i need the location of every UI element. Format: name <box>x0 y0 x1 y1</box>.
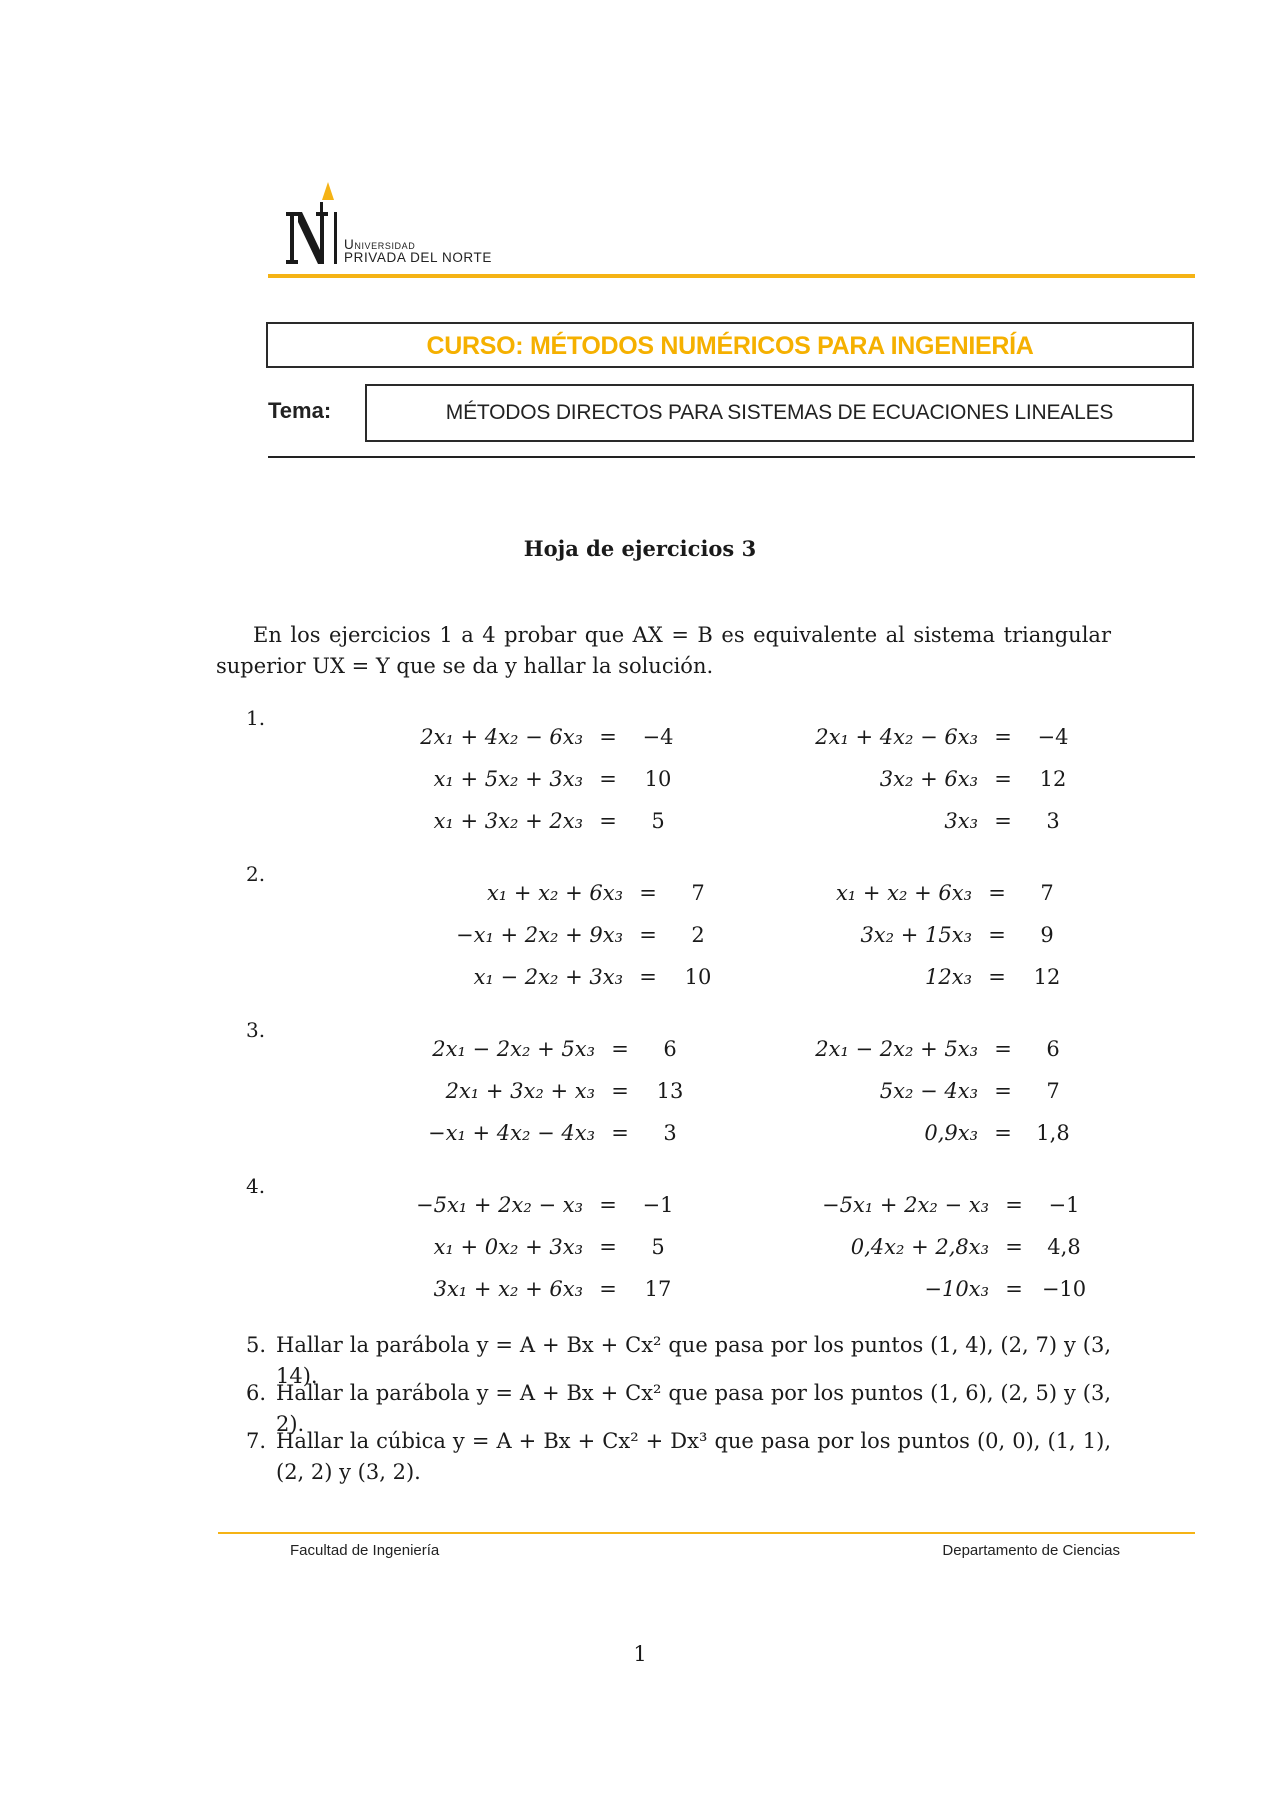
equation-rhs: 2 <box>691 923 705 947</box>
equation-row <box>822 1184 1089 1226</box>
equals-sign: = <box>639 881 657 905</box>
equals-sign: = <box>988 923 1006 947</box>
intro-paragraph: En los ejercicios 1 a 4 probar que AX = B es equivalente al sistema triangular superior UX = Y que se da y hallar la solución. <box>216 623 1111 678</box>
system-original <box>456 872 723 998</box>
equation-rhs: 5 <box>651 809 665 833</box>
equals-sign: = <box>994 1121 1012 1145</box>
equals-sign: = <box>611 1121 629 1145</box>
equation-lhs: x₁ + 3x₂ + 2x₃ <box>433 809 583 833</box>
equals-sign: = <box>599 1277 617 1301</box>
equals-sign: = <box>639 965 657 989</box>
equation-lhs: 0,4x₂ + 2,8x₃ <box>850 1235 989 1259</box>
tema-box <box>365 384 1194 442</box>
exercise-number: 1. <box>246 706 266 730</box>
equals-sign: = <box>599 809 617 833</box>
equation-rhs: 3 <box>663 1121 677 1145</box>
system-original <box>416 1184 683 1310</box>
exercise-number: 2. <box>246 862 266 886</box>
equation-lhs: 2x₁ − 2x₂ + 5x₃ <box>432 1037 595 1061</box>
equation-rhs: 1,8 <box>1036 1121 1070 1145</box>
equation-lhs: x₁ + x₂ + 6x₃ <box>486 881 623 905</box>
page-number: 1 <box>633 1642 647 1666</box>
equation-lhs: −10x₃ <box>924 1277 989 1301</box>
equation-lhs: −5x₁ + 2x₂ − x₃ <box>416 1193 583 1217</box>
logo-mark-icon <box>284 182 344 266</box>
equals-sign: = <box>639 923 657 947</box>
equation-rhs: 3 <box>1046 809 1060 833</box>
equation-row <box>420 800 683 842</box>
equation-lhs: x₁ + 5x₂ + 3x₃ <box>433 767 583 791</box>
equals-sign: = <box>988 965 1006 989</box>
item-text: Hallar la cúbica y = A + Bx + Cx² + Dx³ que pasa por los puntos (0, 0), (1, 1), (2, 2) y (3, 2). <box>276 1429 1111 1484</box>
tema-text: MÉTODOS DIRECTOS PARA SISTEMAS DE ECUACIONES LINEALES <box>445 401 1114 424</box>
equation-lhs: 3x₂ + 15x₃ <box>860 923 972 947</box>
equation-rhs: −4 <box>1037 725 1069 749</box>
equation-row <box>456 872 723 914</box>
equation-rhs: 10 <box>644 767 672 791</box>
university-logo <box>284 182 524 266</box>
item-number: 6. <box>246 1381 267 1405</box>
equation-rhs: 7 <box>1040 881 1054 905</box>
system-triangular <box>836 872 1072 998</box>
logo-line-1: Universidad <box>344 237 416 252</box>
item-number: 5. <box>246 1333 267 1357</box>
footer-faculty: Facultad de Ingeniería <box>290 1542 440 1559</box>
equation-lhs: −5x₁ + 2x₂ − x₃ <box>822 1193 989 1217</box>
equation-rhs: 6 <box>663 1037 677 1061</box>
equation-lhs: 2x₁ + 4x₂ − 6x₃ <box>815 725 978 749</box>
equation-lhs: 2x₁ + 3x₂ + x₃ <box>445 1079 595 1103</box>
equation-rhs: 10 <box>684 965 712 989</box>
header-divider <box>268 456 1195 458</box>
equation-row <box>815 800 1078 842</box>
exercise-item-7 <box>246 1426 1111 1488</box>
equation-rhs: 5 <box>651 1235 665 1259</box>
logo-wordmark <box>344 238 492 264</box>
equation-row <box>836 872 1072 914</box>
equation-row <box>428 1028 695 1070</box>
equation-rhs: −1 <box>1048 1193 1080 1217</box>
equation-row <box>456 914 723 956</box>
equals-sign: = <box>599 1193 617 1217</box>
course-title: CURSO: MÉTODOS NUMÉRICOS PARA INGENIERÍA <box>426 332 1034 360</box>
equation-lhs: 0,9x₃ <box>924 1121 978 1145</box>
item-text: Hallar la parábola y = A + Bx + Cx² que pasa por los puntos (1, 4), (2, 7) y (3, 14). <box>276 1333 1111 1388</box>
header-accent-rule <box>268 274 1195 278</box>
equation-row <box>416 1268 683 1310</box>
equation-lhs: 3x₂ + 6x₃ <box>879 767 978 791</box>
equation-row <box>815 1070 1078 1112</box>
equation-row <box>836 956 1072 998</box>
equation-lhs: −x₁ + 4x₂ − 4x₃ <box>428 1121 595 1145</box>
equation-row <box>428 1112 695 1154</box>
equation-rhs: 7 <box>691 881 705 905</box>
equals-sign: = <box>599 767 617 791</box>
equals-sign: = <box>994 1079 1012 1103</box>
course-box <box>266 322 1194 368</box>
equation-row <box>815 1028 1078 1070</box>
equals-sign: = <box>599 1235 617 1259</box>
equation-lhs: 12x₃ <box>925 965 972 989</box>
equation-rhs: 6 <box>1046 1037 1060 1061</box>
equation-row <box>420 716 683 758</box>
equation-row <box>815 758 1078 800</box>
equals-sign: = <box>994 725 1012 749</box>
equals-sign: = <box>994 767 1012 791</box>
equation-lhs: 2x₁ − 2x₂ + 5x₃ <box>815 1037 978 1061</box>
equation-row <box>836 914 1072 956</box>
item-number: 7. <box>246 1429 267 1453</box>
tema-label: Tema: <box>268 398 332 423</box>
equation-row <box>815 716 1078 758</box>
system-triangular <box>815 716 1078 842</box>
equation-rhs: −4 <box>642 725 674 749</box>
equation-row <box>420 758 683 800</box>
system-original <box>420 716 683 842</box>
equals-sign: = <box>611 1079 629 1103</box>
equation-rhs: 12 <box>1039 767 1067 791</box>
equals-sign: = <box>1005 1235 1023 1259</box>
equation-rhs: 9 <box>1040 923 1054 947</box>
equals-sign: = <box>988 881 1006 905</box>
equation-rhs: 17 <box>644 1277 672 1301</box>
equals-sign: = <box>1005 1277 1023 1301</box>
equals-sign: = <box>611 1037 629 1061</box>
equation-row <box>416 1184 683 1226</box>
equation-lhs: 3x₃ <box>944 809 978 833</box>
equation-row <box>428 1070 695 1112</box>
equation-rhs: 4,8 <box>1047 1235 1081 1259</box>
exercise-number: 3. <box>246 1018 266 1042</box>
equation-row <box>416 1226 683 1268</box>
equation-rhs: −1 <box>642 1193 674 1217</box>
equation-rhs: −10 <box>1041 1277 1087 1301</box>
equation-row <box>456 956 723 998</box>
footer-department: Departamento de Ciencias <box>942 1542 1120 1559</box>
equation-row <box>822 1268 1089 1310</box>
equation-rhs: 7 <box>1046 1079 1060 1103</box>
system-original <box>428 1028 695 1154</box>
equation-lhs: −x₁ + 2x₂ + 9x₃ <box>456 923 623 947</box>
equals-sign: = <box>994 1037 1012 1061</box>
footer-rule <box>218 1532 1195 1534</box>
equals-sign: = <box>599 725 617 749</box>
equation-rhs: 12 <box>1033 965 1061 989</box>
equation-lhs: x₁ − 2x₂ + 3x₃ <box>473 965 623 989</box>
equation-lhs: 3x₁ + x₂ + 6x₃ <box>433 1277 583 1301</box>
equation-row <box>822 1226 1089 1268</box>
equation-lhs: x₁ + 0x₂ + 3x₃ <box>433 1235 583 1259</box>
equation-lhs: 2x₁ + 4x₂ − 6x₃ <box>420 725 583 749</box>
item-text: Hallar la parábola y = A + Bx + Cx² que pasa por los puntos (1, 6), (2, 5) y (3, 2). <box>276 1381 1111 1436</box>
sheet-title: Hoja de ejercicios 3 <box>523 536 757 561</box>
equation-rhs: 13 <box>656 1079 684 1103</box>
logo-line-2: PRIVADA DEL NORTE <box>344 250 492 265</box>
equals-sign: = <box>994 809 1012 833</box>
exercise-number: 4. <box>246 1174 266 1198</box>
system-triangular <box>822 1184 1089 1310</box>
equals-sign: = <box>1005 1193 1023 1217</box>
equation-row <box>815 1112 1078 1154</box>
system-triangular <box>815 1028 1078 1154</box>
equation-lhs: 5x₂ − 4x₃ <box>879 1079 978 1103</box>
equation-lhs: x₁ + x₂ + 6x₃ <box>835 881 972 905</box>
